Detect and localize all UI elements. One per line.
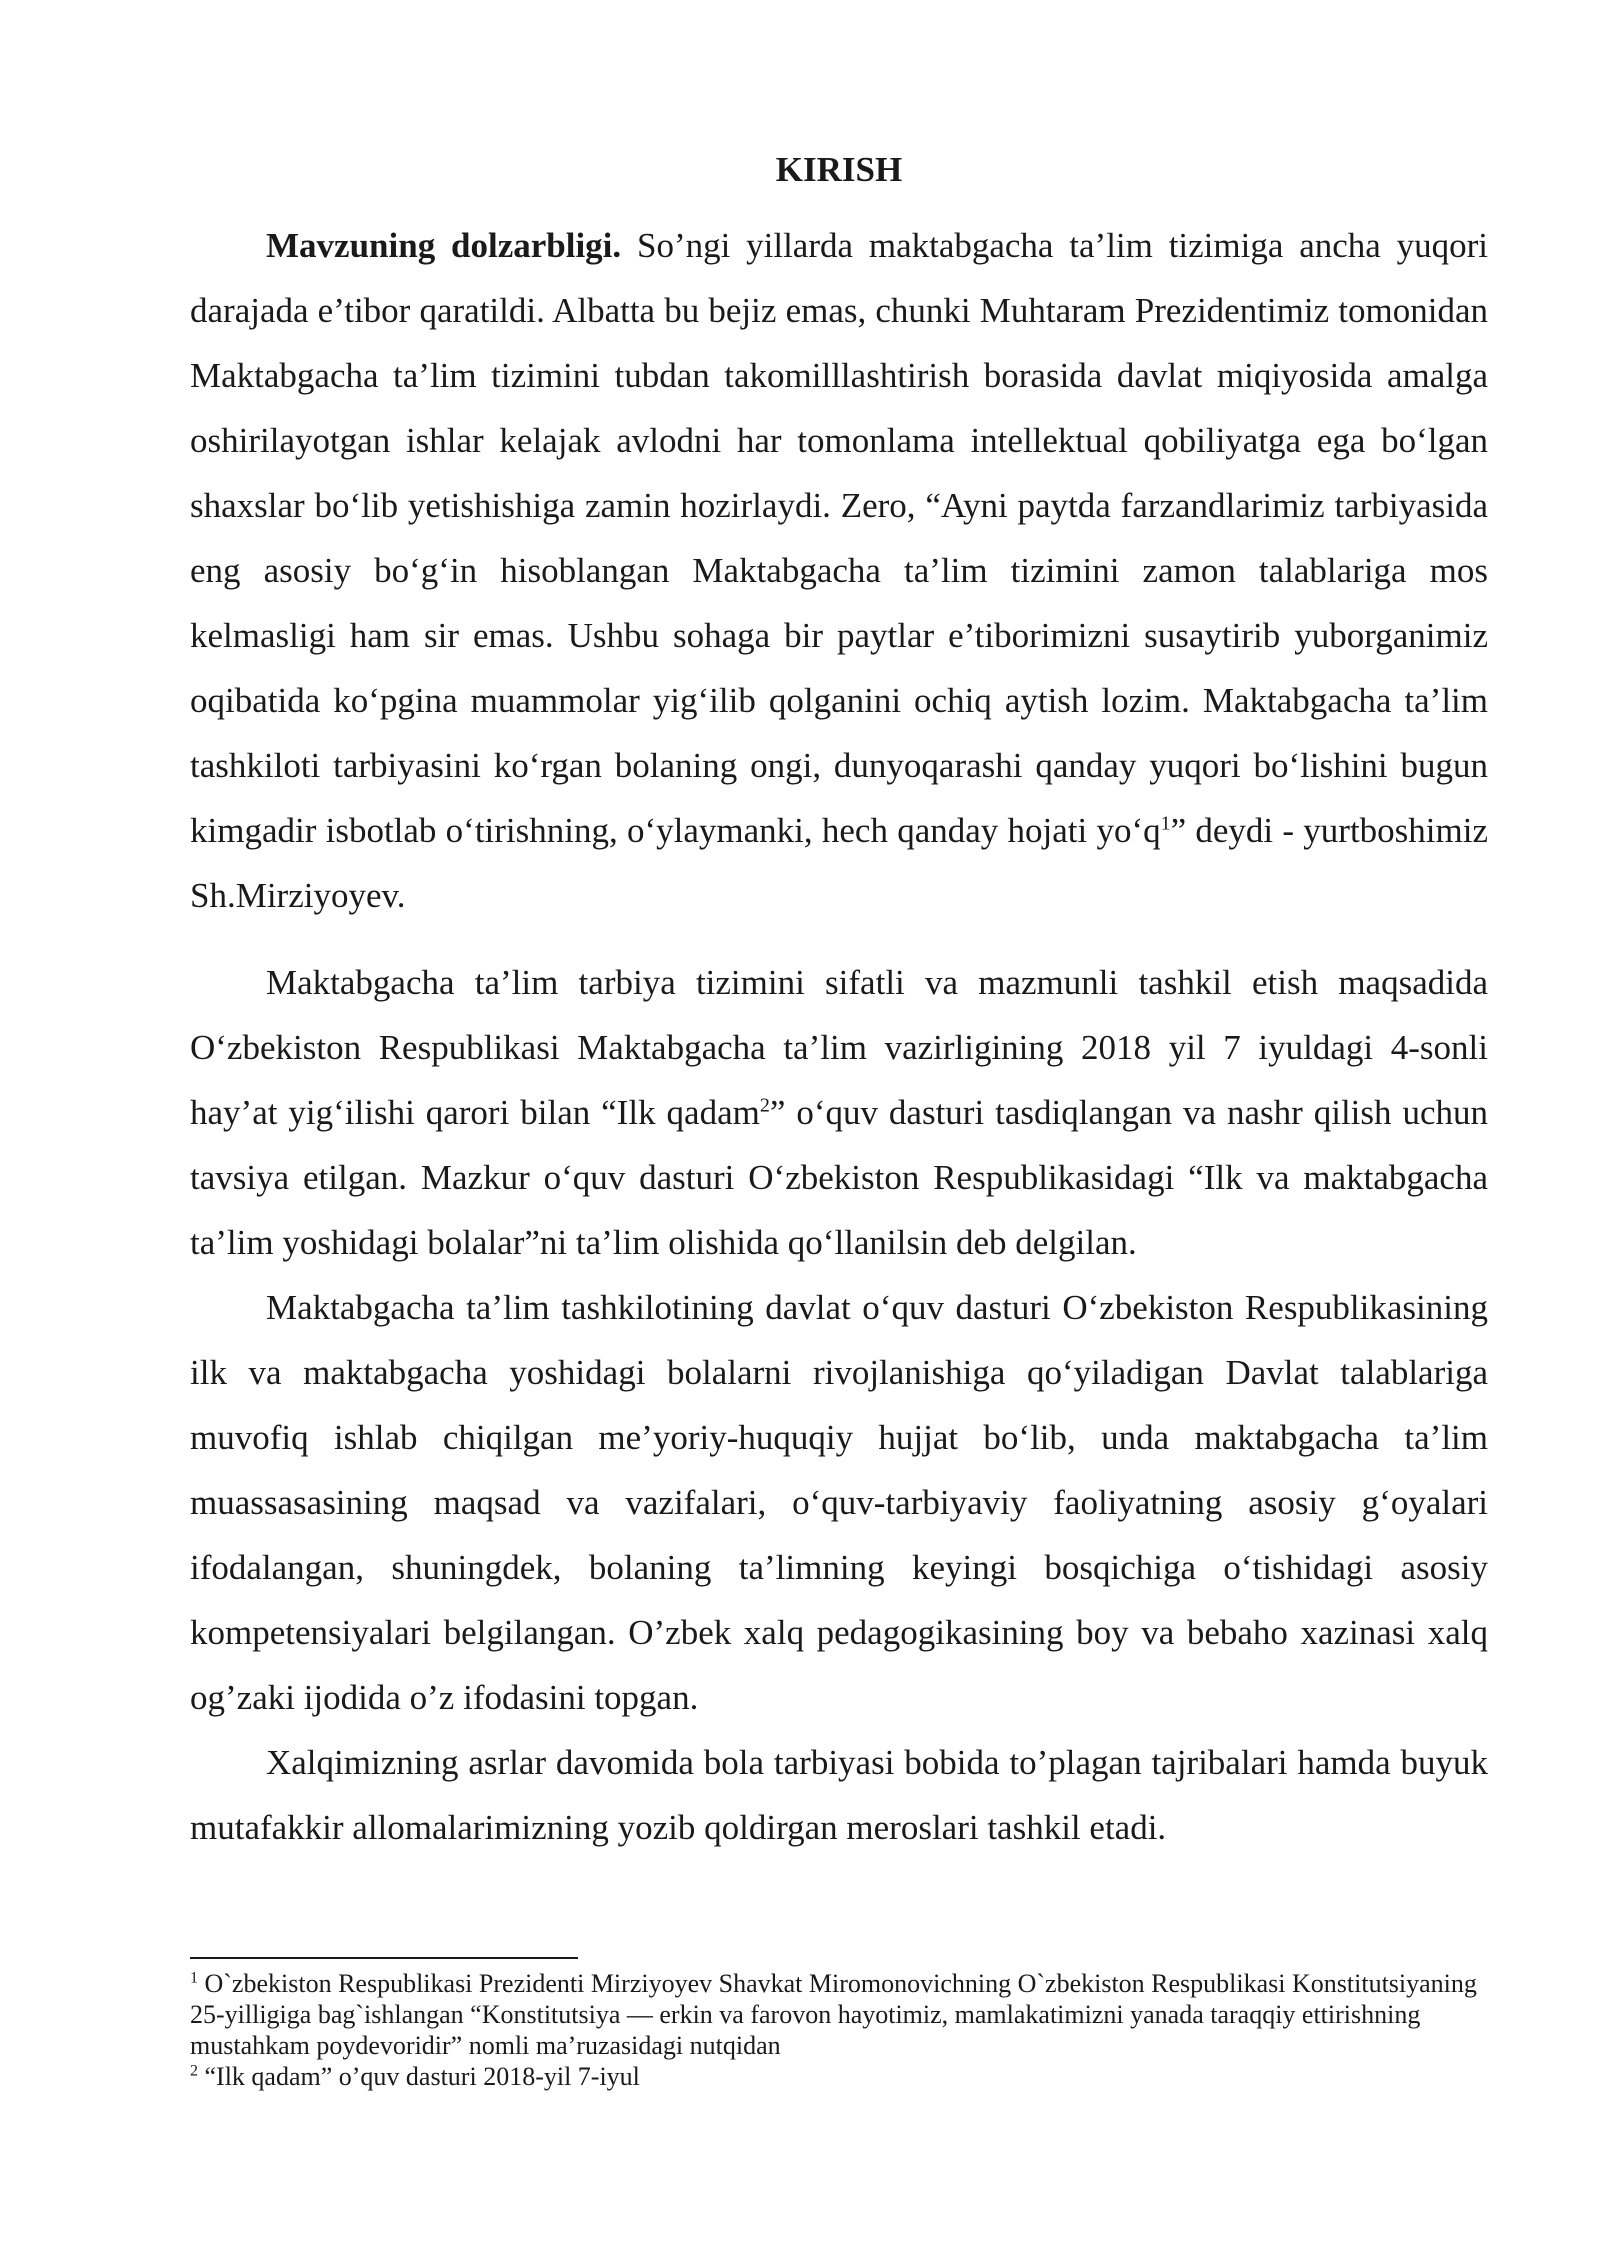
relevance-lead: Mavzuning dolzarbligi. <box>266 226 622 265</box>
document-page <box>190 148 1488 1860</box>
paragraph-text: Maktabgacha ta’lim tashkilotining davlat o‘quv dasturi O‘zbekiston Respublikasining ilk va maktabgacha yoshidagi bolalarni rivojlanishiga qo‘yiladigan Davlat talablariga muvofiq ishlab chiqilgan me’yoriy-huquqiy hujjat bo‘lib, unda maktabgacha ta’lim muassasasining maqsad va vazifalari, o‘quv-tarbiyaviy faoliyatning asosiy g‘oyalari ifodalangan, shuningdek, bolaning ta’limning keyingi bosqichiga o‘tishidagi asosiy kompetensiyalari belgilangan. O’zbek xalq pedagogikasining boy va bebaho xazinasi xalq og’zaki ijodida o’z ifodasini topgan. <box>190 1288 1488 1717</box>
footnote-text: O`zbekiston Respublikasi Prezidenti Mirziyoyev Shavkat Miromonovichning O`zbekiston Respublikasi Konstitutsiyaning 25-yilligiga bag`ishlangan “Konstitutsiya — erkin va farovon hayotimiz, mamlakatimizni yanada taraqqiy ettirishning mustahkam poydevoridir” nomli ma’ruzasidagi nutqidan <box>190 1969 1477 2060</box>
paragraph-text: Maktabgacha ta’lim tarbiya tizimini sifatli va mazmunli tashkil etish maqsadida O‘zbekiston Respublikasi Maktabgacha ta’lim vazirligining 2018 yil 7 iyuldagi 4-sonli hay’at yig‘ilishi qarori bilan “Ilk qadam <box>190 963 1488 1132</box>
footnote-2 <box>190 2061 1488 2092</box>
footnote-separator <box>190 1957 578 1959</box>
page-title: KIRISH <box>775 150 903 189</box>
paragraph-program <box>190 950 1488 1275</box>
paragraph-text: So’ngi yillarda maktabgacha ta’lim tizimiga ancha yuqori darajada e’tibor qaratildi. Albatta bu bejiz emas, chunki Muhtaram Prezidentimiz tomonidan Maktabgacha ta’lim tizimini tubdan takomilllashtirish borasida davlat miqiyosida amalga oshirilayotgan ishlar kelajak avlodni har tomonlama intellektual qobiliyatga ega bo‘lgan shaxslar bo‘lib yetishishiga zamin hozirlaydi. Zero, “Ayni paytda farzandlarimiz tarbiyasida eng asosiy bo‘g‘in hisoblangan Maktabgacha ta’lim tizimini zamon talablariga mos kelmasligi ham sir emas. Ushbu sohaga bir paytlar e’tiborimizni susaytirib yuborganimiz oqibatida ko‘pgina muammolar yig‘ilib qolganini ochiq aytish lozim. Maktabgacha ta’lim tashkiloti tarbiyasini ko‘rgan bolaning ongi, dunyoqarashi qanday yuqori bo‘lishini bugun kimgadir isbotlab o‘tirishning, o‘ylaymanki, hech qanday hojati yo‘q <box>190 226 1488 850</box>
paragraph-text: Xalqimizning asrlar davomida bola tarbiyasi bobida to’plagan tajribalari hamda buyuk mutafakkir allomalarimizning yozib qoldirgan meroslari tashkil etadi. <box>190 1743 1488 1847</box>
paragraph-text: ” o‘quv dasturi tasdiqlangan va nashr qilish uchun tavsiya etilgan. Mazkur o‘quv dasturi O‘zbekiston Respublikasidagi “Ilk va maktabgacha ta’lim yoshidagi bolalar”ni ta’lim olishida qo‘llanilsin deb delgilan. <box>190 1093 1488 1262</box>
footnote-marker: 2 <box>190 2062 198 2080</box>
footnote-marker: 1 <box>190 1969 198 1987</box>
paragraph-text: ” deydi - yurtboshimiz Sh.Mirziyoyev. <box>190 811 1489 915</box>
paragraph-state-curriculum <box>190 1275 1488 1730</box>
footnote-ref-2[interactable]: 2 <box>759 1094 770 1117</box>
footnote-ref-1[interactable]: 1 <box>1160 812 1171 835</box>
paragraph-heritage <box>190 1730 1488 1860</box>
footnotes <box>190 1968 1488 2092</box>
footnote-text: “Ilk qadam” o’quv dasturi 2018-yil 7-iyul <box>198 2062 640 2091</box>
paragraph-relevance <box>190 213 1488 928</box>
footnote-1 <box>190 1968 1488 2061</box>
